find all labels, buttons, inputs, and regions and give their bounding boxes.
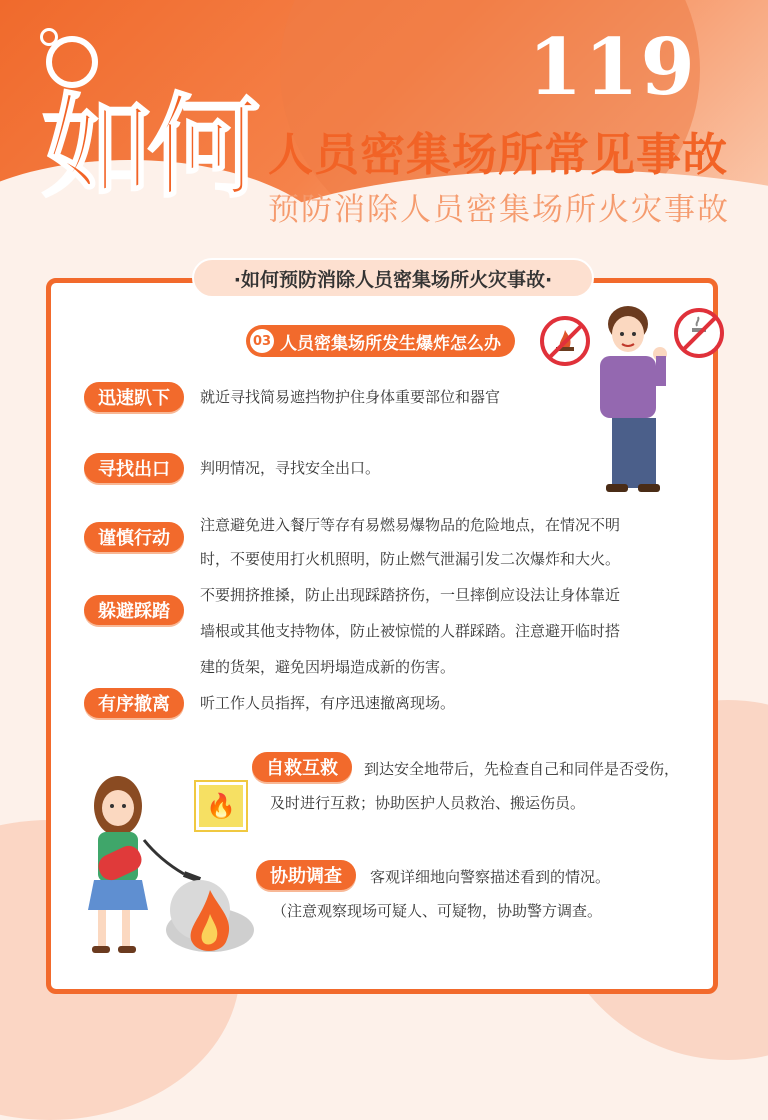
page-subtitle: 预防消除人员密集场所火灾事故 — [268, 192, 730, 228]
ring-logo-dot-icon — [40, 28, 58, 46]
extinguisher-fire-illustration — [140, 830, 270, 960]
tag-avoid-trampling: 躲避踩踏 — [84, 595, 184, 625]
item-text: 时，不要使用打火机照明，防止燃气泄漏引发二次爆炸和大火。 — [200, 550, 621, 568]
page-title: 人员密集场所常见事故 — [268, 128, 729, 181]
card-heading: ·如何预防消除人员密集场所火灾事故· — [192, 258, 594, 298]
item-text: 及时进行互救；协助医护人员救治、搬运伤员。 — [270, 794, 586, 812]
item-text: 注意避免进入餐厅等存有易燃易爆物品的危险地点，在情况不明 — [200, 516, 621, 534]
item-text: 就近寻找简易遮挡物护住身体重要部位和器官 — [200, 388, 501, 406]
no-fire-sign-icon — [540, 316, 590, 366]
tag-quick-drop: 迅速趴下 — [84, 382, 184, 412]
big-title: 如何 — [42, 83, 254, 213]
tag-self-rescue: 自救互救 — [252, 752, 352, 782]
tag-find-exit: 寻找出口 — [84, 453, 184, 483]
tag-careful-action: 谨慎行动 — [84, 522, 184, 552]
item-text: 客观详细地向警察描述看到的情况。 — [370, 868, 611, 886]
section-title: 人员密集场所发生爆炸怎么办 — [280, 333, 501, 354]
item-text: （注意观察现场可疑人、可疑物，协助警方调查。 — [272, 902, 603, 920]
item-text: 听工作人员指挥，有序迅速撤离现场。 — [200, 694, 456, 712]
tag-assist-investigation: 协助调查 — [256, 860, 356, 890]
item-text: 不要拥挤推搡，防止出现踩踏挤伤，一旦摔倒应设法让身体靠近 — [200, 586, 621, 604]
boy-illustration — [586, 298, 686, 498]
item-text: 到达安全地带后，先检查自己和同伴是否受伤， — [364, 760, 680, 778]
section-heading — [246, 325, 515, 357]
item-text: 建的货架，避免因坍塌造成新的伤害。 — [200, 658, 456, 676]
section-number: 03 — [250, 329, 274, 353]
item-text: 判明情况，寻找安全出口。 — [200, 459, 381, 477]
emergency-number: 119 — [528, 22, 697, 113]
tag-orderly-evacuation: 有序撤离 — [84, 688, 184, 718]
item-text: 墙根或其他支持物体，防止被惊慌的人群踩踏。注意避开临时搭 — [200, 622, 621, 640]
fire-alarm-icon: 🔥 — [196, 782, 246, 830]
